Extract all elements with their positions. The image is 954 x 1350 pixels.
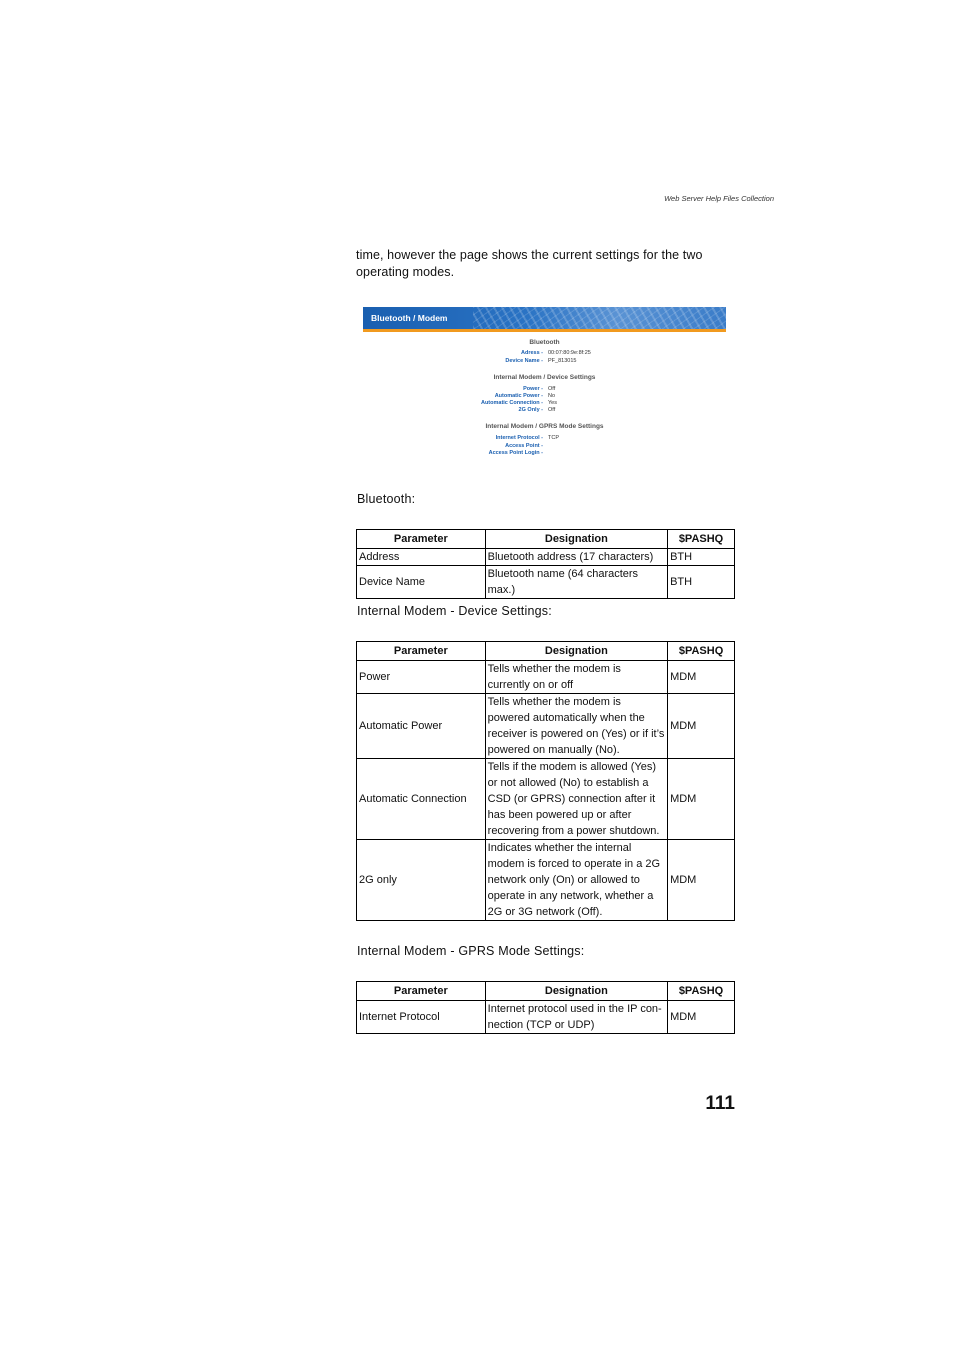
cell-parameter: Automatic Power — [357, 694, 486, 759]
cell-pashq: MDM — [668, 1001, 735, 1034]
page-banner — [363, 307, 726, 329]
banner-decoration — [473, 307, 726, 329]
section-title-gprs-settings: Internal Modem / GPRS Mode Settings — [485, 423, 604, 430]
row-2g-only — [363, 407, 726, 414]
web-server-screenshot — [363, 307, 726, 459]
row-value: PF_813015 — [548, 358, 577, 364]
table-row — [357, 759, 735, 840]
row-internet-protocol — [363, 435, 726, 442]
col-header-pashq: $PASHQ — [668, 530, 735, 549]
row-value: Off — [548, 407, 556, 413]
row-automatic-connection — [363, 400, 726, 407]
row-address — [363, 350, 726, 357]
cell-designation: Tells whether the modem is powered automatically when the receiver is powered on (Yes) or if it’s powered on manually (No). — [485, 694, 667, 759]
table-row — [357, 1001, 735, 1034]
table-row — [357, 694, 735, 759]
table-header-row — [357, 642, 735, 661]
row-label: Access Point Login - — [488, 450, 543, 456]
row-label: Adress - — [520, 350, 543, 356]
banner-title: Bluetooth / Modem — [371, 313, 448, 323]
heading-bluetooth: Bluetooth: — [357, 492, 416, 506]
table-row — [357, 840, 735, 921]
cell-designation: Bluetooth address (17 characters) — [485, 549, 667, 566]
row-access-point-login — [363, 450, 726, 457]
cell-designation: Bluetooth name (64 characters max.) — [485, 566, 667, 599]
col-header-parameter: Parameter — [357, 982, 486, 1001]
row-label: 2G Only - — [518, 407, 543, 413]
heading-device-settings: Internal Modem - Device Settings: — [357, 604, 552, 618]
table-gprs-settings — [356, 981, 735, 1034]
heading-gprs-settings: Internal Modem - GPRS Mode Settings: — [357, 944, 585, 958]
cell-designation: Indicates whether the internal modem is forced to operate in a 2G network only (On) or allowed to operate in any network, whether a 2G or 3G network (Off). — [485, 840, 667, 921]
table-row — [357, 549, 735, 566]
row-label: Access Point - — [505, 443, 543, 449]
row-power — [363, 386, 726, 393]
row-automatic-power — [363, 393, 726, 400]
col-header-parameter: Parameter — [357, 642, 486, 661]
row-value: 00:07:80:9e:8f:25 — [548, 350, 591, 356]
cell-designation: Internet protocol used in the IP con-nection (TCP or UDP) — [485, 1001, 667, 1034]
cell-pashq: MDM — [668, 694, 735, 759]
row-value: Yes — [548, 400, 557, 406]
row-device-name — [363, 358, 726, 365]
cell-designation: Tells whether the modem is currently on or off — [485, 661, 667, 694]
section-title-bluetooth: Bluetooth — [529, 339, 560, 346]
page-number: 111 — [705, 1093, 735, 1114]
col-header-designation: Designation — [485, 982, 667, 1001]
table-bluetooth — [356, 529, 735, 599]
row-label: Automatic Connection - — [480, 400, 543, 406]
cell-parameter: Automatic Connection — [357, 759, 486, 840]
table-row — [357, 661, 735, 694]
table-row — [357, 566, 735, 599]
row-value: Off — [548, 386, 556, 392]
table-header-row — [357, 530, 735, 549]
table-device-settings — [356, 641, 735, 921]
cell-pashq: MDM — [668, 661, 735, 694]
table-header-row — [357, 982, 735, 1001]
intro-paragraph: time, however the page shows the current settings for the two operating modes. — [356, 248, 703, 279]
col-header-designation: Designation — [485, 530, 667, 549]
cell-pashq: BTH — [668, 549, 735, 566]
cell-parameter: Internet Protocol — [357, 1001, 486, 1034]
col-header-pashq: $PASHQ — [668, 642, 735, 661]
col-header-parameter: Parameter — [357, 530, 486, 549]
cell-parameter: Power — [357, 661, 486, 694]
row-label: Device Name - — [505, 358, 543, 364]
col-header-pashq: $PASHQ — [668, 982, 735, 1001]
running-header: Web Server Help Files Collection — [664, 194, 774, 203]
row-value: No — [548, 393, 556, 399]
cell-designation: Tells if the modem is allowed (Yes) or not allowed (No) to establish a CSD (or GPRS) connection after it has been powered up or after recovering from a power shutdown. — [485, 759, 667, 840]
row-access-point — [363, 443, 726, 450]
row-label: Power - — [523, 386, 543, 392]
cell-parameter: 2G only — [357, 840, 486, 921]
col-header-designation: Designation — [485, 642, 667, 661]
row-label: Internet Protocol - — [495, 435, 543, 441]
cell-pashq: BTH — [668, 566, 735, 599]
cell-pashq: MDM — [668, 840, 735, 921]
cell-parameter: Device Name — [357, 566, 486, 599]
cell-pashq: MDM — [668, 759, 735, 840]
cell-parameter: Address — [357, 549, 486, 566]
banner-stripe — [363, 329, 726, 332]
section-title-device-settings: Internal Modem / Device Settings — [493, 374, 596, 381]
row-value: TCP — [548, 435, 559, 441]
row-label: Automatic Power - — [494, 393, 543, 399]
